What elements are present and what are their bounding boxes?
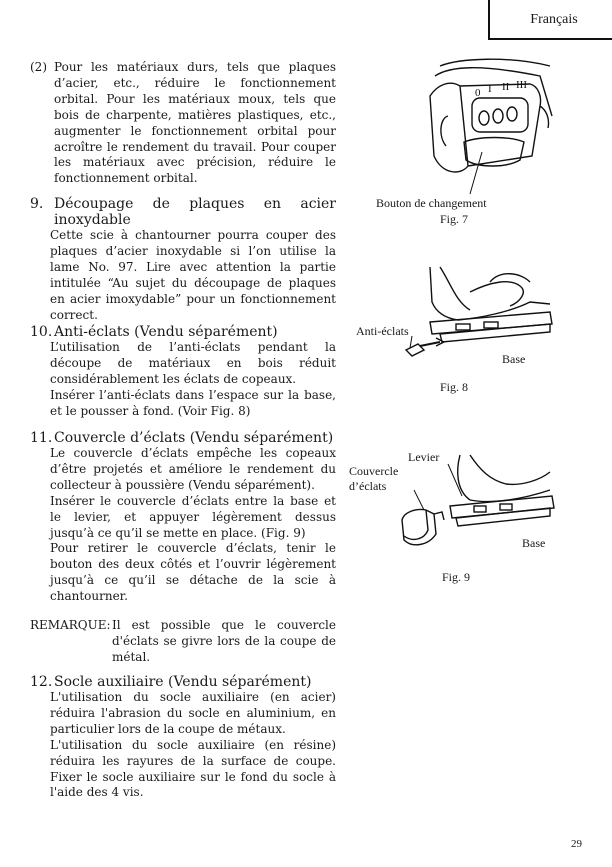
fig7-label: Bouton de changement	[376, 196, 487, 210]
remark-row	[30, 618, 336, 666]
section-9	[30, 196, 336, 323]
section-body	[30, 340, 336, 420]
paragraph: Insérer l’anti-éclats dans l’espace sur la base, et le pousser à fond. (Voir Fig. 8)	[50, 387, 336, 418]
paragraph: L'utilisation du socle auxiliaire (en résine) réduira les rayures de la surface de coupe. Fixer le socle auxiliaire sur le fond du socle à l'aide des 4 vis.	[50, 737, 336, 800]
paragraph: Le couvercle d’éclats empêche les copeaux d’être projetés et améliore le rendement du collecteur à poussière (Vendu séparément).	[50, 446, 336, 492]
fig9-label-levier: Levier	[408, 450, 440, 464]
fig9-label-base: Base	[522, 536, 546, 550]
section-title: Socle auxiliaire (Vendu séparément)	[54, 674, 312, 690]
fig9-caption: Fig. 9	[442, 570, 471, 584]
text-column	[30, 60, 336, 187]
remark-text: Il est possible que le couvercle d'éclats se givre lors de la coupe de métal.	[112, 618, 336, 664]
remark-label: REMARQUE:	[30, 618, 111, 632]
section-10	[30, 324, 336, 420]
section-body	[30, 446, 336, 605]
fig7-illustration	[420, 56, 560, 196]
paragraph: Cette scie à chantourner pourra couper des plaques d’acier inoxydable si l’on utilise la lame No. 97. Lire avec attention la partie intitulée “Au sujet du découpage de plaques en acier imoxydable” pour un fonctionnement correct.	[50, 228, 336, 322]
section-number: 11.	[30, 430, 53, 446]
section-body	[30, 228, 336, 323]
section-title: Anti-éclats (Vendu séparément)	[54, 324, 278, 340]
remark	[30, 618, 336, 666]
intro-text: Pour les matériaux durs, tels que plaques d’acier, etc., réduire le fonctionnement orbital. Pour les matériaux moux, tels que bois de charpente, matières plastiques, etc., augmenter le fonctionnement orbital pour acroître le rendement du travail. Pour couper les matériaux avec précision, réduire le fonctionnement orbital.	[54, 60, 336, 186]
section-body	[30, 690, 336, 801]
section-number: 12.	[30, 674, 53, 690]
paragraph: Pour retirer le couvercle d’éclats, tenir le bouton des deux côtés et l’ouvrir légèrement jusqu’à ce qu’il se détache de la scie à chantourner.	[50, 541, 336, 604]
fig8-illustration	[400, 262, 560, 372]
intro-number: (2)	[30, 60, 47, 74]
fig8-label-anti: Anti-éclats	[356, 324, 409, 338]
paragraph: Insérer le couvercle d’éclats entre la base et le levier, et appuyer légèrement dessus jusqu’à ce qu’il se mette en place. (Fig. 9)	[50, 493, 336, 540]
section-heading	[30, 324, 336, 340]
fig7-mark-1: I	[488, 83, 492, 95]
fig7-mark-0: 0	[475, 87, 481, 99]
fig7-caption: Fig. 7	[440, 212, 469, 226]
language-tab: Français	[488, 0, 612, 40]
section-number: 9.	[30, 196, 44, 212]
section-12	[30, 674, 336, 801]
section-heading	[30, 674, 336, 690]
intro-item	[30, 60, 336, 187]
fig8-caption: Fig. 8	[440, 380, 469, 394]
paragraph: L’utilisation de l’anti-éclats pendant la découpe de matériaux en bois réduit considérablement les éclats de copeaux.	[50, 340, 336, 386]
page-number: 29	[571, 838, 582, 850]
fig9-label-couvercle: Couvercle d’éclats	[349, 464, 399, 493]
section-heading	[30, 430, 336, 446]
section-number: 10.	[30, 324, 53, 340]
section-title: Découpage de plaques en acier inoxydable	[54, 196, 336, 228]
fig7-mark-3: III	[516, 79, 527, 91]
fig8-label-base: Base	[502, 352, 526, 366]
section-title: Couvercle d’éclats (Vendu séparément)	[54, 430, 334, 446]
section-heading	[30, 196, 336, 228]
paragraph: L'utilisation du socle auxiliaire (en acier) réduira l'abrasion du socle en aluminium, en particulier lors de la coupe de métaux.	[50, 690, 336, 736]
fig7-mark-2: II	[502, 81, 510, 93]
section-11	[30, 430, 336, 605]
